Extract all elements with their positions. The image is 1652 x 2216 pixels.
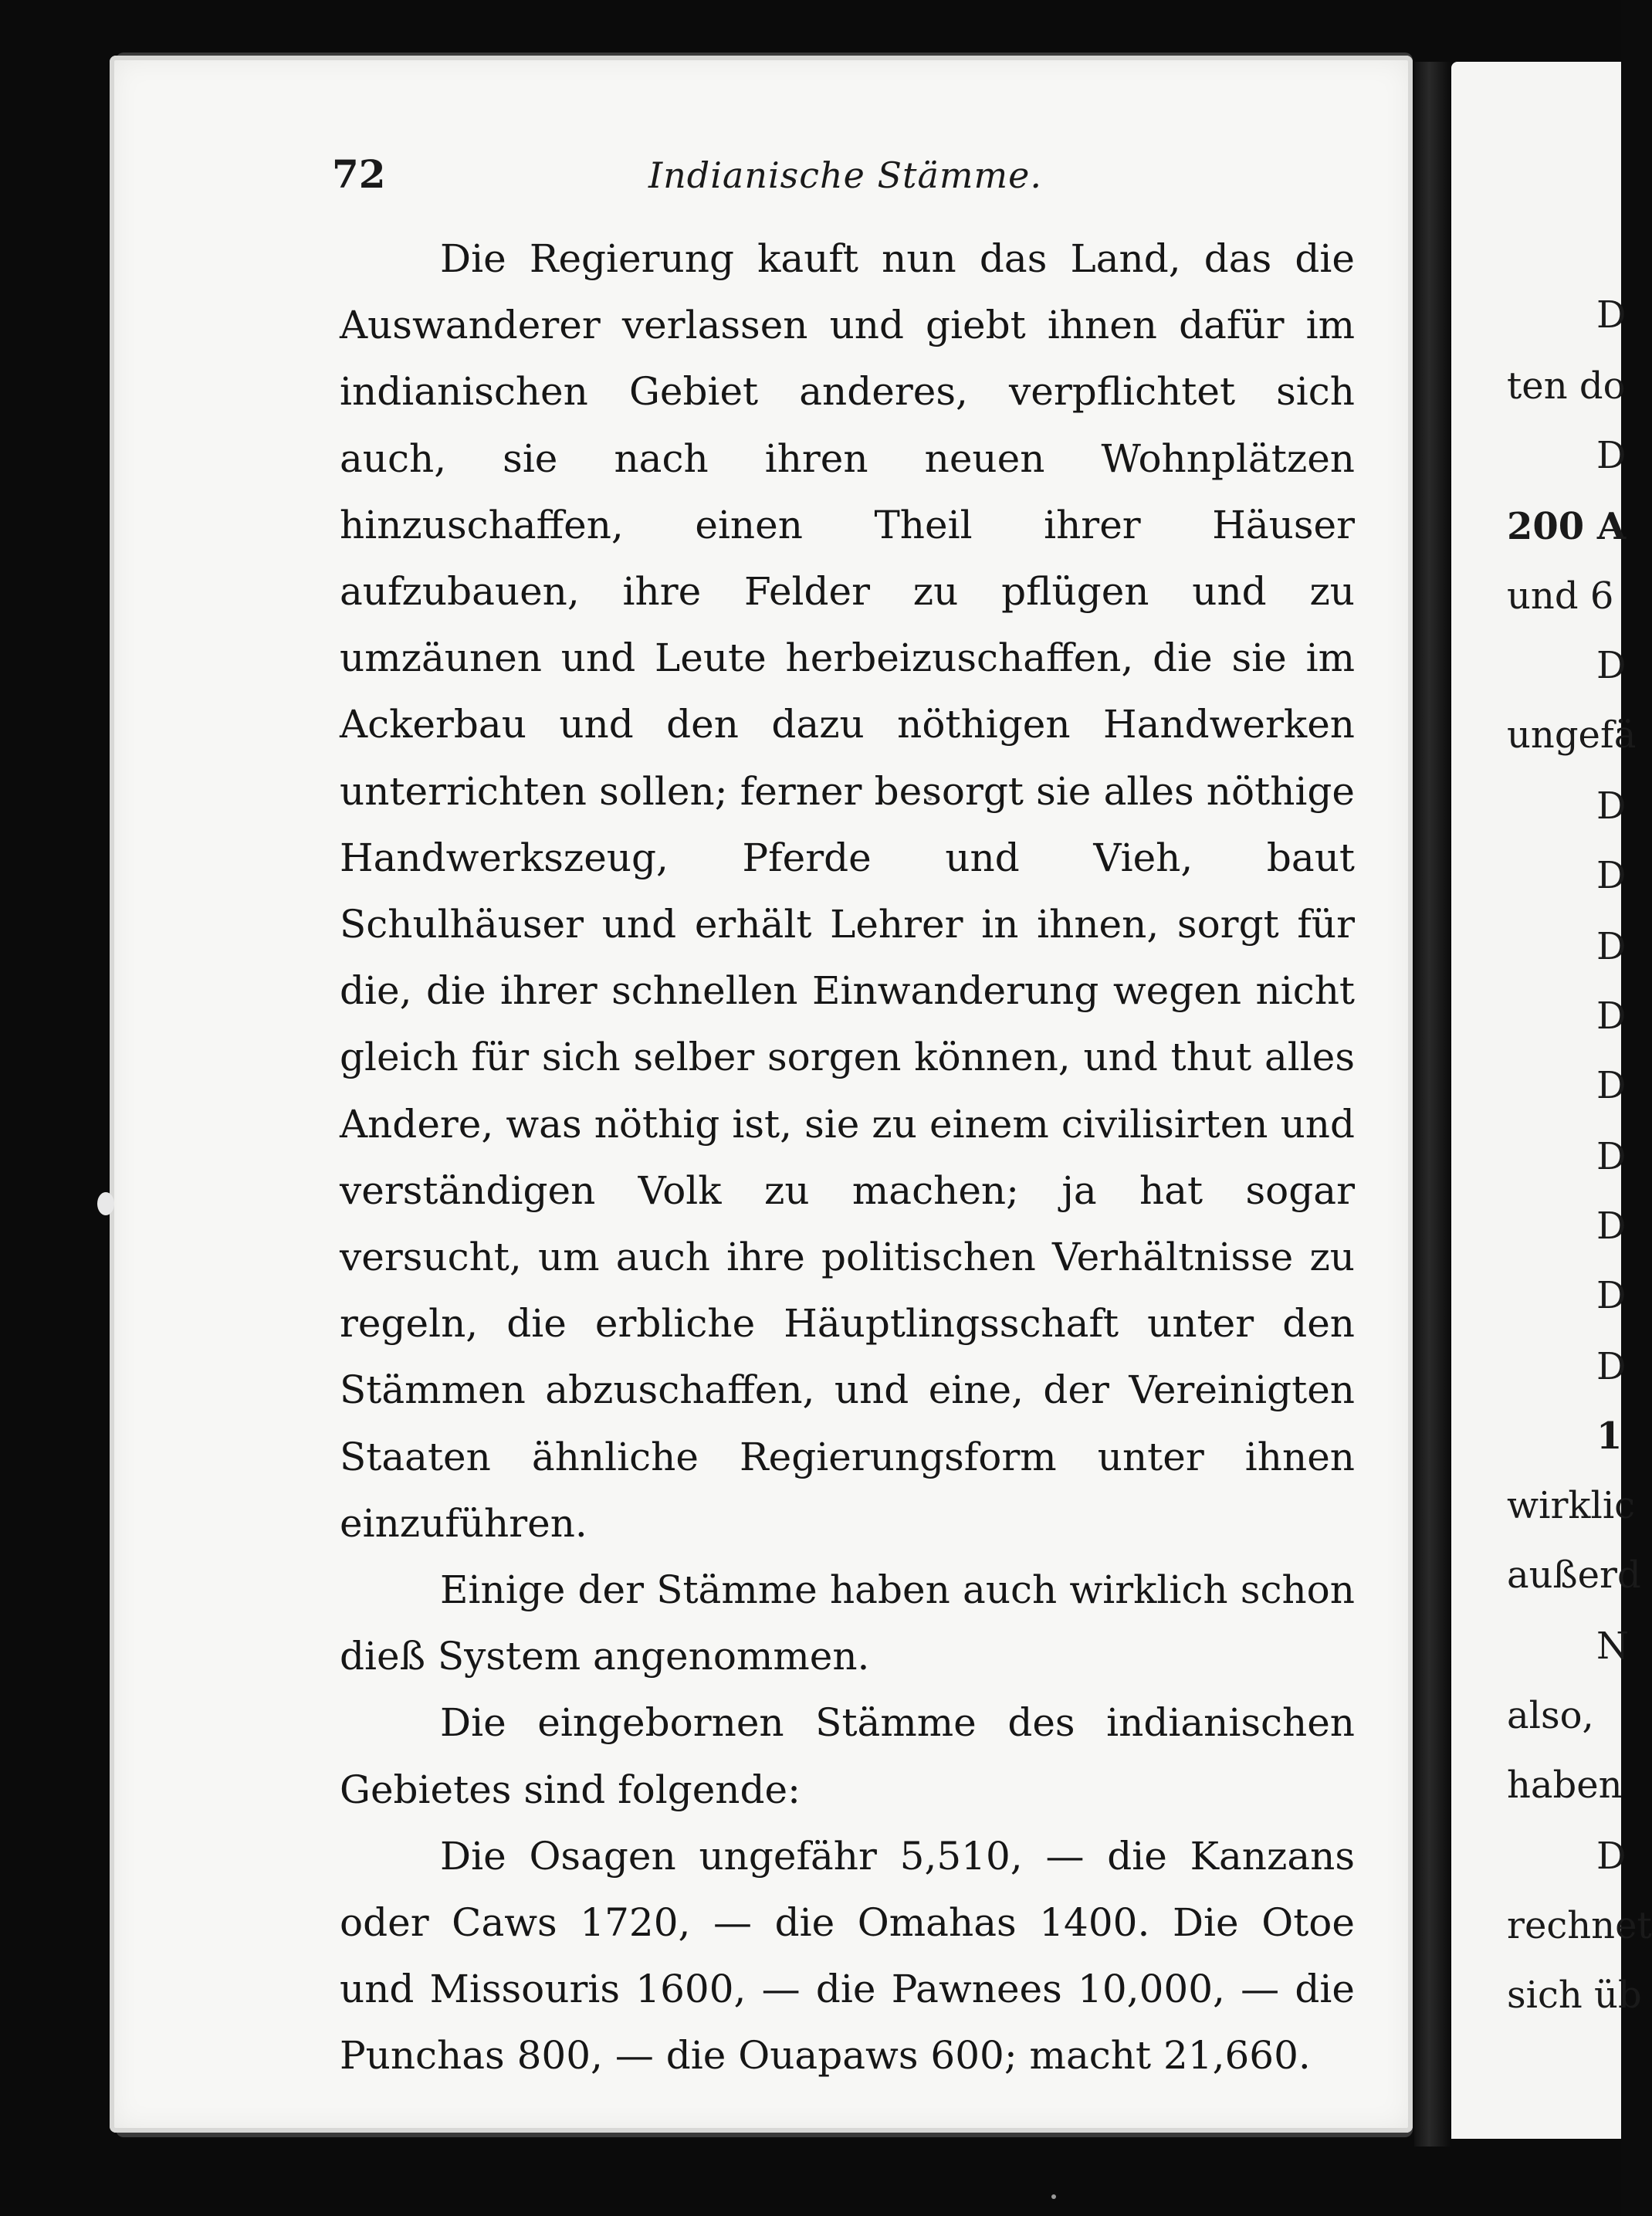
paper-speck xyxy=(97,1192,114,1215)
facing-fragment: D xyxy=(1596,644,1627,687)
facing-fragment: D xyxy=(1596,854,1627,897)
facing-fragment: also, xyxy=(1507,1694,1594,1737)
facing-fragment: D xyxy=(1596,1205,1627,1248)
facing-fragment: D xyxy=(1596,1135,1627,1178)
facing-fragment: D xyxy=(1596,1835,1627,1878)
facing-fragment: D xyxy=(1596,994,1627,1038)
book-page-right xyxy=(1451,62,1652,2139)
paper-speck xyxy=(1051,2194,1056,2199)
facing-fragment: D xyxy=(1596,1274,1627,1317)
facing-fragment: N xyxy=(1596,1625,1629,1668)
facing-fragment: D xyxy=(1596,434,1627,477)
facing-fragment: D xyxy=(1596,1064,1627,1107)
book-gutter xyxy=(1414,62,1451,2147)
paragraph: Die Osagen ungefähr 5,510, — die Kanzans oder Caws 1720, — die Omahas 1400. Die Otoe und Missouris 1600, — die Pawnees 10,000, — die Punchas 800, — die Ouapaws 600; macht 21,660. xyxy=(340,1833,1355,2079)
facing-fragment: außerd xyxy=(1507,1554,1641,1597)
facing-fragment: 1 xyxy=(1596,1415,1623,1458)
facing-fragment: und 6 xyxy=(1507,574,1614,618)
running-title: Indianische Stämme. xyxy=(648,154,1043,196)
facing-fragment: ten do xyxy=(1507,364,1626,408)
paragraph: Die Regierung kauft nun das Land, das die Auswanderer verlassen und giebt ihnen dafür im indianischen Gebiet anderes, verpflichtet sich auch, sie nach ihren neuen Wohnplätzen hinzuschaffen, einen Theil ihrer Häuser aufzubauen, ihre Felder zu pflügen und zu umzäunen und Leute herbeizuschaffen, die sie im Ackerbau und den dazu nöthigen Handwerken unterrichten sollen; ferner besorgt sie alles nöthige Handwerkszeug, Pferde und Vieh, baut Schulhäuser und erhält Lehrer in ihnen, sorgt für die, die ihrer schnellen Einwanderung wegen nicht gleich für sich selber sorgen können, und thut alles Andere, was nöthig ist, sie zu einem civilisirten und verständigen Volk zu machen; ja hat sogar versucht, um auch ihre politischen Verhältnisse zu regeln, die erbliche Häuptlingsschaft unter den Stämmen abzuschaffen, und eine, der Vereinigten Staaten ähnliche Regierungsform unter ihnen einzuführen. xyxy=(340,236,1355,1546)
facing-fragment: D xyxy=(1596,293,1627,337)
facing-page-text xyxy=(1451,62,1652,2139)
page-number: 72 xyxy=(332,151,386,197)
facing-fragment: sich üb xyxy=(1507,1974,1642,2017)
paragraph: Die eingebornen Stämme des indianischen Gebietes sind folgende: xyxy=(340,1700,1355,1812)
facing-fragment: D xyxy=(1596,925,1627,968)
facing-fragment: rechnet xyxy=(1507,1904,1652,1947)
page-header xyxy=(332,151,1359,205)
paragraph: Einige der Stämme haben auch wirklich schon dieß System angenommen. xyxy=(340,1567,1355,1679)
main-text-block xyxy=(340,225,1355,2089)
facing-fragment: D xyxy=(1596,1345,1627,1388)
facing-fragment: 200 A xyxy=(1507,505,1627,548)
facing-fragment: haben xyxy=(1507,1764,1623,1807)
facing-fragment: wirklic xyxy=(1507,1484,1636,1527)
facing-fragment: ungefä xyxy=(1507,713,1637,757)
facing-fragment: D xyxy=(1596,784,1627,828)
